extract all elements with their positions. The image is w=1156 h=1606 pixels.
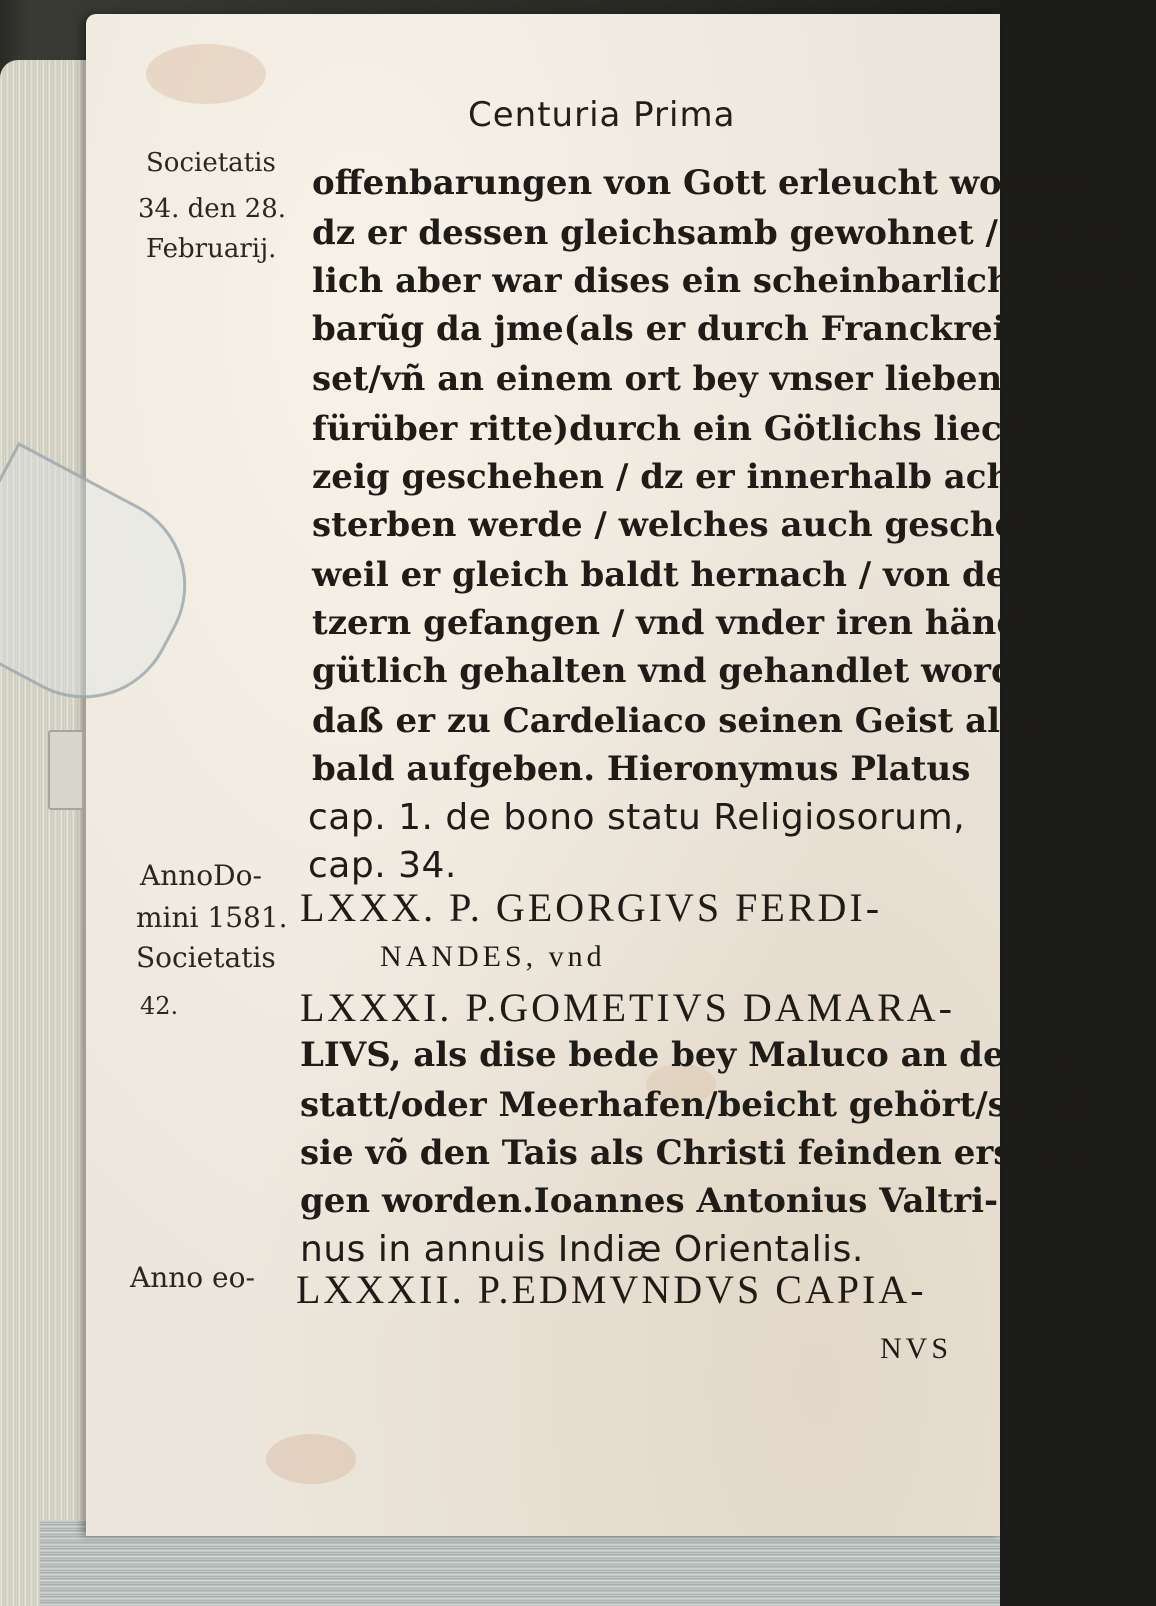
text-line: gen worden.Ioannes Antonius Valtri- [300, 1181, 999, 1221]
text-line: statt/oder Meerhafen/beicht gehört/seind [300, 1085, 1090, 1125]
text-line: tzern gefangen / vnd vnder iren händen so [312, 603, 1121, 643]
text-line: barũg da jme(als er durch Franckreich rei- [312, 309, 1130, 349]
text-line: dz er dessen gleichsamb gewohnet / sonder- [312, 213, 1154, 253]
text-line: nus in annuis Indiæ Orientalis. [300, 1229, 864, 1270]
text-line: lich aber war dises ein scheinbarliche offen- [312, 261, 1156, 301]
paper-stain [266, 1434, 356, 1484]
text-line: fürüber ritte)durch ein Götlichs liecht an- [312, 409, 1115, 449]
text-line: sie võ den Tais als Christi feinden erschla- [300, 1133, 1107, 1173]
text-line: LIVS, als dise bede bey Maluco an dem ge- [300, 1035, 1112, 1075]
margin-note: Societatis [136, 941, 276, 974]
entry-heading: LXXX. P. GEORGIVS FERDI- [300, 885, 883, 930]
page-tab-marker [48, 730, 84, 810]
text-line: weil er gleich baldt hernach / von den Ke- [312, 555, 1109, 595]
margin-note: Societatis [146, 148, 276, 178]
margin-note: Februarij. [146, 234, 277, 264]
text-line: bald aufgeben. Hieronymus Platus [312, 749, 971, 789]
margin-note: 34. den 28. [138, 194, 287, 224]
margin-note: AnnoDo- [140, 859, 262, 892]
entry-heading: LXXXI. P.GOMETIVS DAMARA- [300, 985, 955, 1030]
entry-heading: NANDES, vnd [380, 940, 606, 973]
paper-stain [146, 44, 266, 104]
entry-heading: LXXXII. P.EDMVNDVS CAPIA- [296, 1267, 927, 1312]
margin-note: 42. [140, 992, 179, 1020]
text-line: set/vñ an einem ort bey vnser lieben Frawẽ [312, 359, 1129, 399]
text-line: gütlich gehalten vnd gehandlet worden/ [312, 651, 1074, 691]
catchword: NVS [880, 1332, 953, 1365]
text-line: daß er zu Cardeliaco seinen Geist also [312, 701, 1042, 741]
text-line: zeig geschehen / dz er innerhalb acht tagen [312, 457, 1147, 497]
margin-note: mini 1581. [136, 901, 288, 934]
text-line: cap. 1. de bono statu Religiosorum, [308, 797, 966, 838]
text-line: offenbarungen von Gott erleucht worden/ [312, 163, 1103, 203]
margin-note: Anno eo- [130, 1261, 255, 1294]
text-line: cap. 34. [308, 845, 457, 886]
text-line: sterben werde / welches auch geschehen/ [312, 505, 1100, 545]
running-head: Centuria Prima [468, 95, 736, 135]
